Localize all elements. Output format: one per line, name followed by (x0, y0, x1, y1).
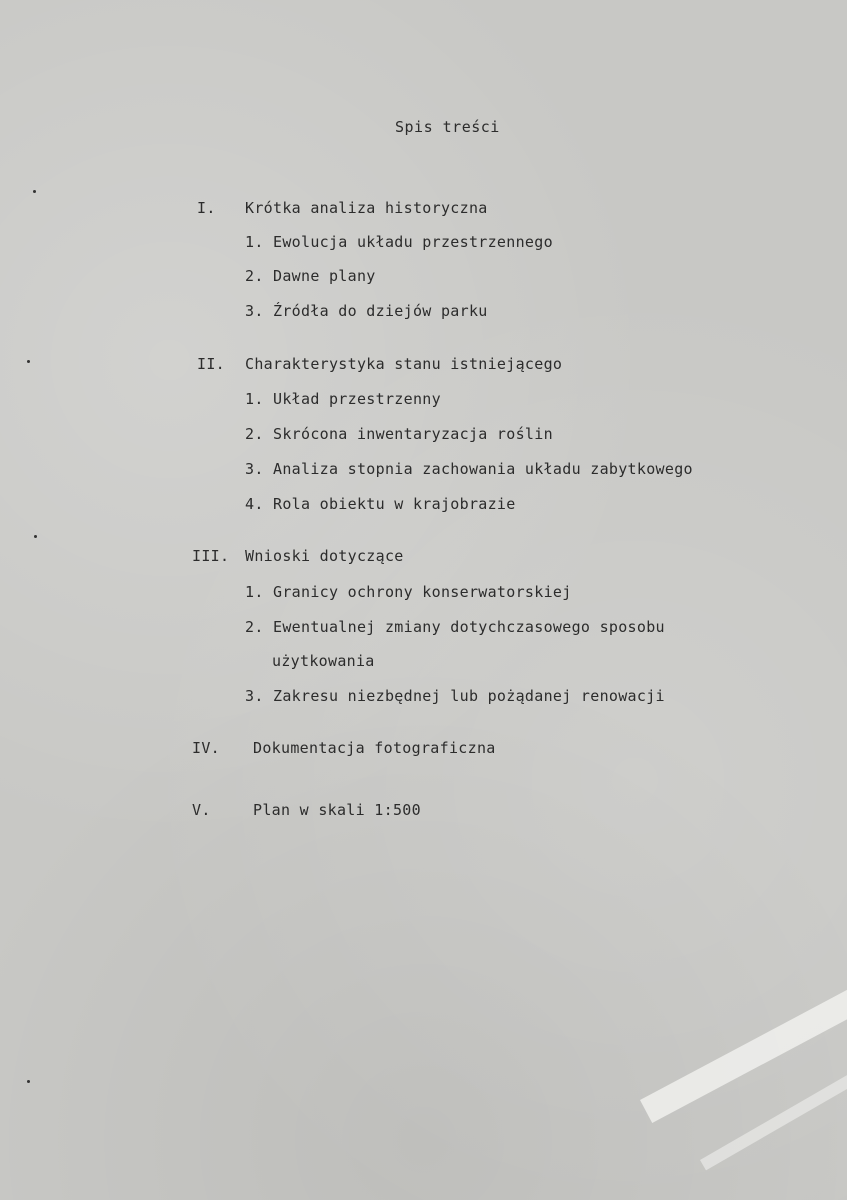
page-title: Spis treści (395, 118, 500, 136)
section-heading: Wnioski dotyczące (245, 547, 404, 565)
toc-item-continuation: użytkowania (272, 652, 375, 670)
section-numeral: II. (197, 355, 225, 373)
toc-item: 1. Granicy ochrony konserwatorskiej (245, 583, 572, 601)
toc-item: 2. Dawne plany (245, 267, 376, 285)
section-numeral: I. (197, 199, 216, 217)
section-heading: Dokumentacja fotograficzna (253, 739, 496, 757)
toc-item: 1. Ewolucja układu przestrzennego (245, 233, 553, 251)
section-heading: Plan w skali 1:500 (253, 801, 421, 819)
section-numeral: III. (192, 547, 230, 565)
section-numeral: V. (192, 801, 211, 819)
toc-item: 3. Analiza stopnia zachowania układu zabytkowego (245, 460, 693, 478)
toc-item: 2. Ewentualnej zmiany dotychczasowego sposobu (245, 618, 665, 636)
toc-item: 3. Źródła do dziejów parku (245, 302, 488, 320)
toc-item: 1. Układ przestrzenny (245, 390, 441, 408)
paper-speck (27, 1080, 30, 1083)
section-heading: Krótka analiza historyczna (245, 199, 488, 217)
toc-item: 3. Zakresu niezbędnej lub pożądanej renowacji (245, 687, 665, 705)
toc-item: 2. Skrócona inwentaryzacja roślin (245, 425, 553, 443)
section-heading: Charakterystyka stanu istniejącego (245, 355, 563, 373)
section-numeral: IV. (192, 739, 220, 757)
toc-item: 4. Rola obiektu w krajobrazie (245, 495, 516, 513)
paper-speck (33, 190, 36, 193)
paper-speck (27, 360, 30, 363)
paper-speck (34, 535, 37, 538)
